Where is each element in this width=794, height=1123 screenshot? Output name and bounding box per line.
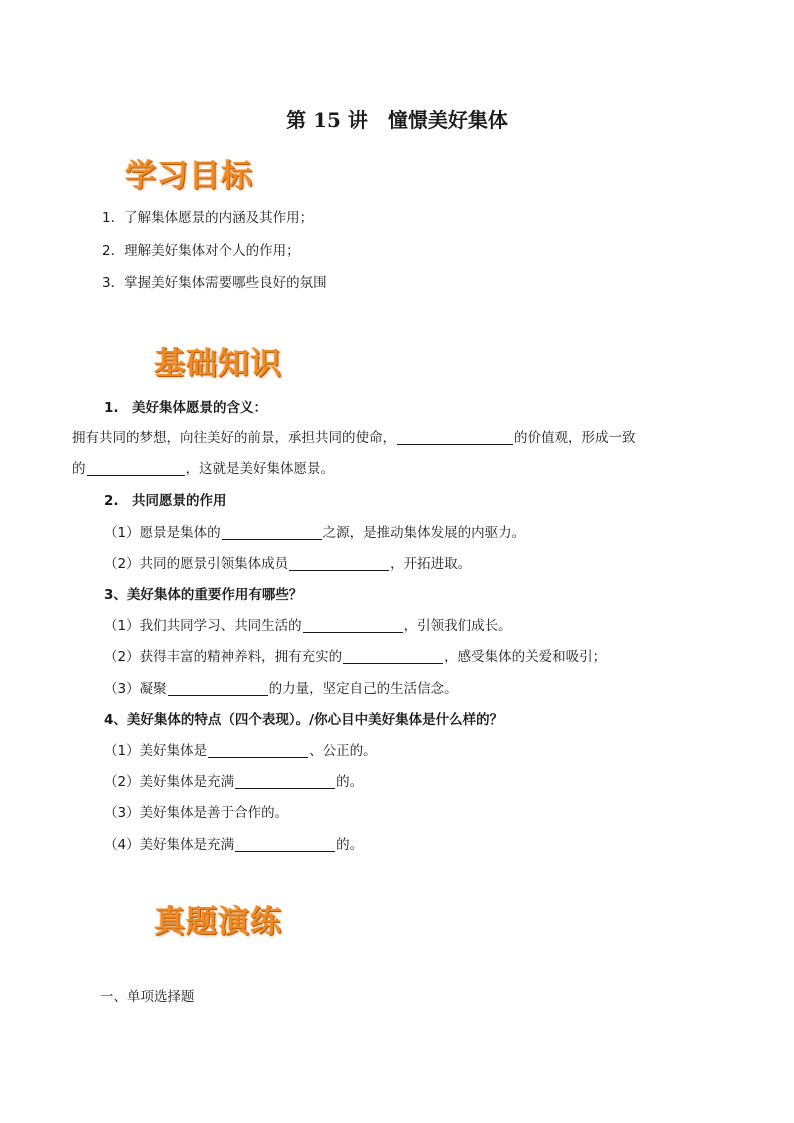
- goals-heading: 学习目标: [125, 158, 253, 194]
- fill-blank[interactable]: [235, 774, 335, 789]
- q4-item: [104, 833, 363, 853]
- practice-heading: 真题演练: [154, 904, 282, 940]
- q3-item: [104, 677, 458, 697]
- q1-heading: 1. 美好集体愿景的含义：: [104, 400, 268, 416]
- q4-item-text-a: （2）美好集体是充满: [104, 774, 235, 790]
- q1-line1-text-b: 的价值观，形成一致: [514, 430, 636, 446]
- fill-blank[interactable]: [303, 618, 403, 633]
- goal-item: 3．掌握美好集体需要哪些良好的氛围: [102, 275, 327, 291]
- q3-item-text-b: ，感受集体的关爱和吸引；: [444, 649, 607, 665]
- basics-heading: 基础知识: [154, 346, 282, 382]
- q1-line2-text-a: 的: [72, 461, 86, 477]
- fill-blank[interactable]: [289, 556, 389, 571]
- q1-line1: [72, 426, 636, 446]
- q4-item: （3）美好集体是善于合作的。: [104, 805, 289, 821]
- q1-line2-text-b: ，这就是美好集体愿景。: [185, 461, 334, 477]
- q3-item-text-a: （1）我们共同学习、共同生活的: [104, 618, 302, 634]
- fill-blank[interactable]: [222, 525, 322, 540]
- page-title: 第 15 讲 憧憬美好集体: [286, 108, 508, 132]
- fill-blank[interactable]: [87, 461, 185, 476]
- q2-item-text-b: 之源，是推动集体发展的内驱力。: [322, 525, 526, 541]
- q2-heading: 2. 共同愿景的作用: [104, 493, 227, 509]
- goal-item: 2．理解美好集体对个人的作用；: [102, 243, 300, 259]
- goal-item: 1．了解集体愿景的内涵及其作用；: [102, 210, 314, 226]
- q2-item-text-a: （2）共同的愿景引领集体成员: [104, 556, 289, 572]
- fill-blank[interactable]: [397, 430, 513, 445]
- fill-blank[interactable]: [235, 837, 335, 852]
- q3-item: [104, 645, 606, 665]
- fill-blank[interactable]: [208, 743, 308, 758]
- fill-blank[interactable]: [168, 681, 268, 696]
- practice-subheading: 一、单项选择题: [100, 989, 195, 1005]
- q2-item-text-a: （1）愿景是集体的: [104, 525, 221, 541]
- q4-item: [104, 770, 363, 790]
- q4-item-text-a: （4）美好集体是充满: [104, 837, 235, 853]
- q3-item-text-b: ，引领我们成长。: [403, 618, 512, 634]
- q2-item-text-b: ，开拓进取。: [390, 556, 472, 572]
- q3-item-text-a: （3）凝聚: [104, 681, 167, 697]
- q4-heading: 4、美好集体的特点（四个表现）。/你心目中美好集体是什么样的？: [104, 712, 504, 728]
- q3-item-text-a: （2）获得丰富的精神养料，拥有充实的: [104, 649, 343, 665]
- q1-line2: [72, 457, 334, 477]
- q4-item-text-a: （1）美好集体是: [104, 743, 208, 759]
- q2-item: [104, 521, 525, 541]
- q4-item-text-b: 、公正的。: [309, 743, 377, 759]
- q3-item-text-b: 的力量，坚定自己的生活信念。: [268, 681, 458, 697]
- q3-heading: 3、美好集体的重要作用有哪些？: [104, 587, 303, 603]
- q4-item: [104, 739, 377, 759]
- q4-item-text-b: 的。: [336, 774, 364, 790]
- q1-line1-text-a: 拥有共同的梦想，向往美好的前景，承担共同的使命，: [72, 430, 396, 446]
- q2-item: [104, 552, 471, 572]
- fill-blank[interactable]: [343, 649, 443, 664]
- q3-item: [104, 614, 512, 634]
- q4-item-text-b: 的。: [336, 837, 364, 853]
